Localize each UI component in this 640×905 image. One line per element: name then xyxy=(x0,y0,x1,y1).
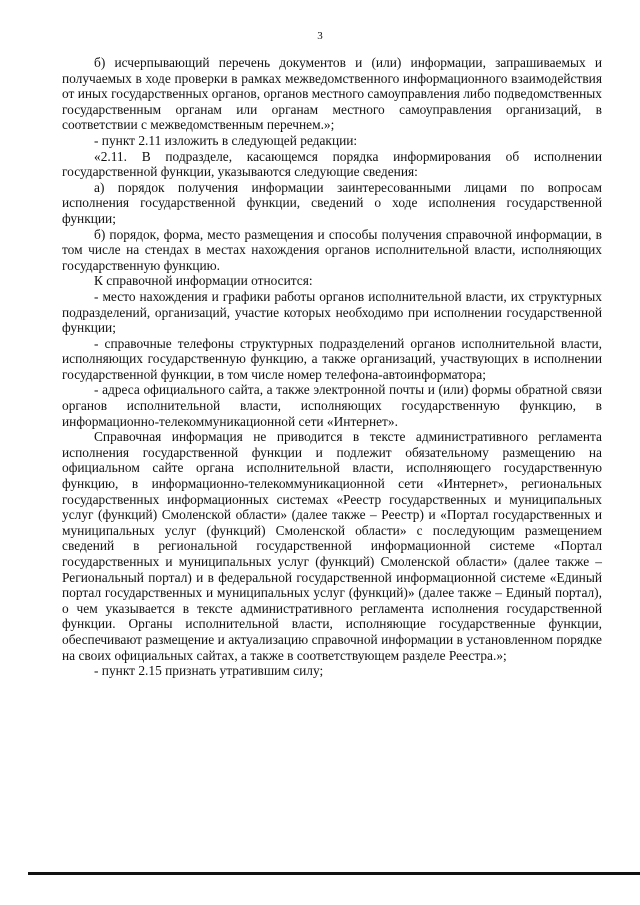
document-body xyxy=(62,55,602,679)
paragraph: - место нахождения и графики работы органов исполнительной власти, их структурных подразделений, организаций, участие которых необходимо при исполнении государственной функции; xyxy=(62,288,602,336)
paragraph: - адреса официального сайта, а также электронной почты и (или) формы обратной связи органов исполнительной власти, исполняющих государственную функцию, в информационно-телекоммуникационной сети «Интернет». xyxy=(62,382,602,429)
paragraph: б) порядок, форма, место размещения и способы получения справочной информации, в том числе на стендах в местах нахождения органов исполнительной власти, исполняющих государственную функцию. xyxy=(62,226,602,273)
paragraph: а) порядок получения информации заинтересованными лицами по вопросам исполнения государственной функции, сведений о ходе исполнения государственной функции; xyxy=(62,179,602,226)
paragraph: Справочная информация не приводится в тексте административного регламента исполнения государственной функции и подлежит обязательному размещению на официальном сайте органа исполнительной власти, исполняющего государственную функцию, в информационно-телекоммуникационной сети «Интернет», региональных государственных информационных системах «Реестр государственных и муниципальных услуг (функций) Смоленской области» (далее также – Реестр) и «Портал государственных и муниципальных услуг (функций) Смоленской области» с последующим размещением сведений в региональной государственной информационной системе «Портал государственных и муниципальных услуг (функций) Смоленской области» (далее также – Региональный портал) и в федеральной государственной информационной системе «Единый портал государственных и муниципальных услуг (функций)» (далее также – Единый портал), о чем указывается в тексте административного регламента исполнения государственной функции. Органы исполнительной власти, исполняющие государственные функции, обеспечивают размещение и актуализацию справочной информации в установленном порядке на своих официальных сайтах, а также в соответствующем разделе Реестра.»; xyxy=(62,429,602,663)
paragraph: «2.11. В подразделе, касающемся порядка информирования об исполнении государственной функции, указываются следующие сведения: xyxy=(62,148,602,180)
paragraph: - пункт 2.11 изложить в следующей редакции: xyxy=(94,132,358,148)
paragraph: б) исчерпывающий перечень документов и (или) информации, запрашиваемых и получаемых в ходе проверки в рамках межведомственного информационного взаимодействия от иных государственных органов, органов местного самоуправления либо подведомственных государственным органам или органам местного самоуправления организаций, в соответствии с межведомственным перечнем.»; xyxy=(62,55,602,133)
paragraph: - справочные телефоны структурных подразделений органов исполнительной власти, исполняющих государственную функцию, а также организаций, участвующих в исполнении государственной функции, в том числе номер телефона-автоинформатора; xyxy=(62,335,602,382)
page-number: 3 xyxy=(317,30,323,42)
bottom-divider xyxy=(28,872,640,875)
paragraph: - пункт 2.15 признать утратившим силу; xyxy=(94,663,324,679)
paragraph: К справочной информации относится: xyxy=(94,273,313,289)
